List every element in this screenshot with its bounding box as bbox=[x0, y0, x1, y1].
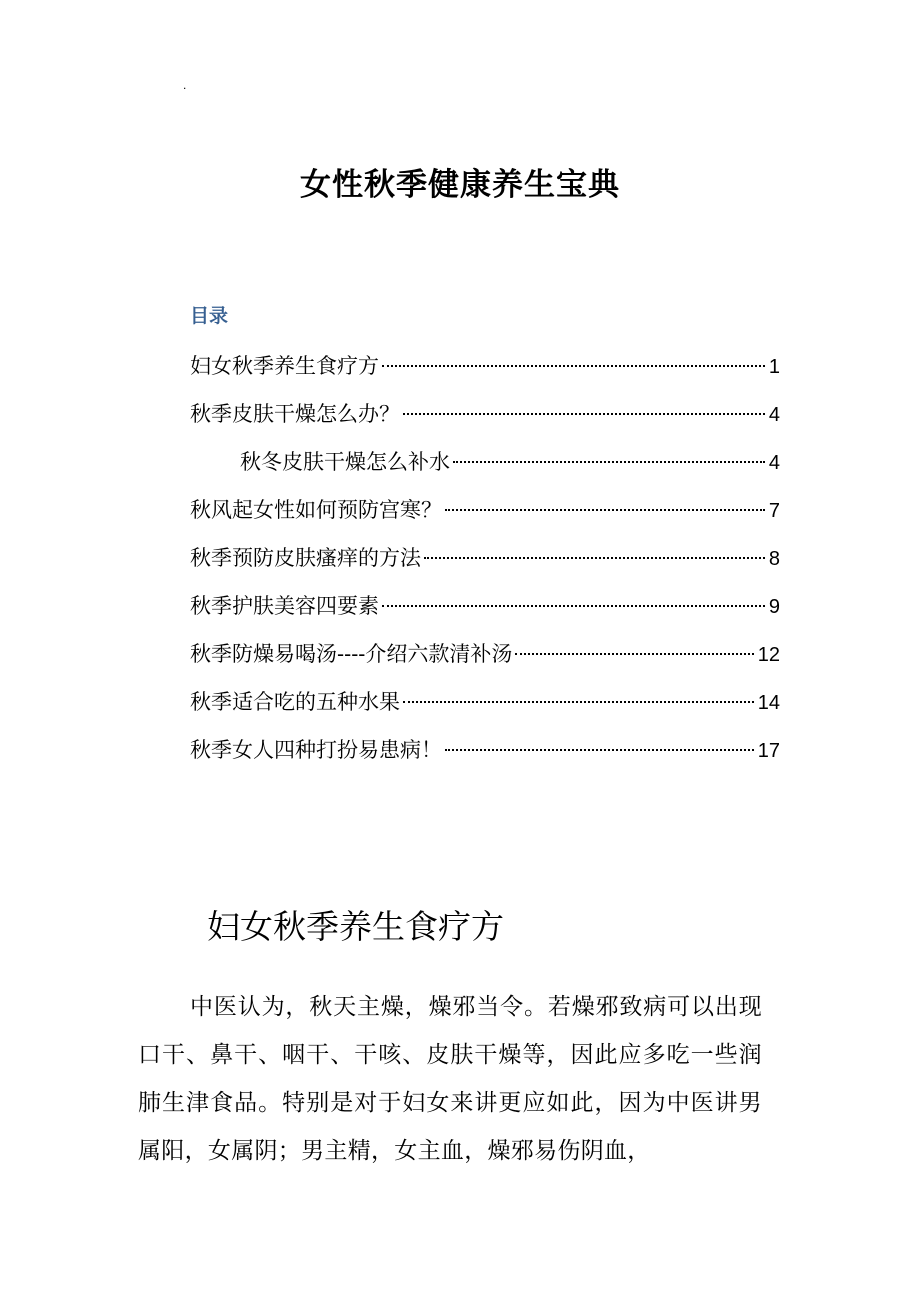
document-title: 女性秋季健康养生宝典 bbox=[300, 167, 620, 203]
toc-page-number[interactable]: 14 bbox=[757, 692, 780, 714]
toc-dot-leader bbox=[403, 413, 765, 415]
toc-entry-text[interactable]: 秋季皮肤干燥怎么办？ bbox=[190, 402, 400, 426]
section-heading: 妇女秋季养生食疗方 bbox=[207, 907, 504, 946]
toc-page-number[interactable]: 12 bbox=[757, 644, 780, 666]
toc-dot-leader bbox=[382, 605, 765, 607]
toc-entry[interactable] bbox=[190, 493, 780, 541]
toc-page-number[interactable]: 7 bbox=[768, 500, 780, 522]
toc-entry[interactable] bbox=[190, 733, 780, 781]
toc-entry-text[interactable]: 秋季适合吃的五种水果 bbox=[190, 690, 400, 714]
toc-page-number[interactable]: 9 bbox=[768, 596, 780, 618]
header-mark: . bbox=[183, 78, 187, 92]
toc-entry-text[interactable]: 秋季预防皮肤瘙痒的方法 bbox=[190, 546, 421, 570]
toc-entry[interactable] bbox=[190, 445, 780, 493]
toc-entry[interactable] bbox=[190, 685, 780, 733]
toc-entry[interactable] bbox=[190, 541, 780, 589]
toc-entry[interactable] bbox=[190, 397, 780, 445]
toc-entry-text[interactable]: 秋冬皮肤干燥怎么补水 bbox=[240, 450, 450, 474]
table-of-contents bbox=[190, 349, 780, 781]
toc-entry-text[interactable]: 秋季护肤美容四要素 bbox=[190, 594, 379, 618]
toc-dot-leader bbox=[382, 365, 765, 367]
toc-page-number[interactable]: 17 bbox=[757, 740, 780, 762]
toc-page-number[interactable]: 4 bbox=[768, 452, 780, 474]
toc-dot-leader bbox=[445, 509, 765, 511]
toc-entry[interactable] bbox=[190, 349, 780, 397]
toc-entry-text[interactable]: 妇女秋季养生食疗方 bbox=[190, 354, 379, 378]
toc-page-number[interactable]: 8 bbox=[768, 548, 780, 570]
toc-dot-leader bbox=[515, 653, 753, 655]
toc-entry-text[interactable]: 秋季女人四种打扮易患病！ bbox=[190, 738, 442, 762]
section-paragraph: 中医认为，秋天主燥，燥邪当令。若燥邪致病可以出现口干、鼻干、咽干、干咳、皮肤干燥等，因此应多吃一些润肺生津食品。特别是对于妇女来讲更应如此，因为中医讲男属阳，女属阴；男主精，女主血，燥邪易伤阴血， bbox=[138, 994, 762, 1164]
toc-dot-leader bbox=[403, 701, 754, 703]
toc-dot-leader bbox=[445, 749, 754, 751]
toc-entry-text[interactable]: 秋季防燥易喝汤----介绍六款清补汤 bbox=[190, 642, 513, 666]
toc-dot-leader bbox=[424, 557, 765, 559]
toc-dot-leader bbox=[453, 461, 765, 463]
toc-entry[interactable] bbox=[190, 589, 780, 637]
toc-entry[interactable] bbox=[190, 637, 780, 685]
toc-page-number[interactable]: 4 bbox=[768, 404, 780, 426]
toc-heading: 目录 bbox=[190, 305, 229, 327]
toc-page-number[interactable]: 1 bbox=[768, 356, 780, 378]
toc-entry-text[interactable]: 秋风起女性如何预防宫寒？ bbox=[190, 498, 442, 522]
